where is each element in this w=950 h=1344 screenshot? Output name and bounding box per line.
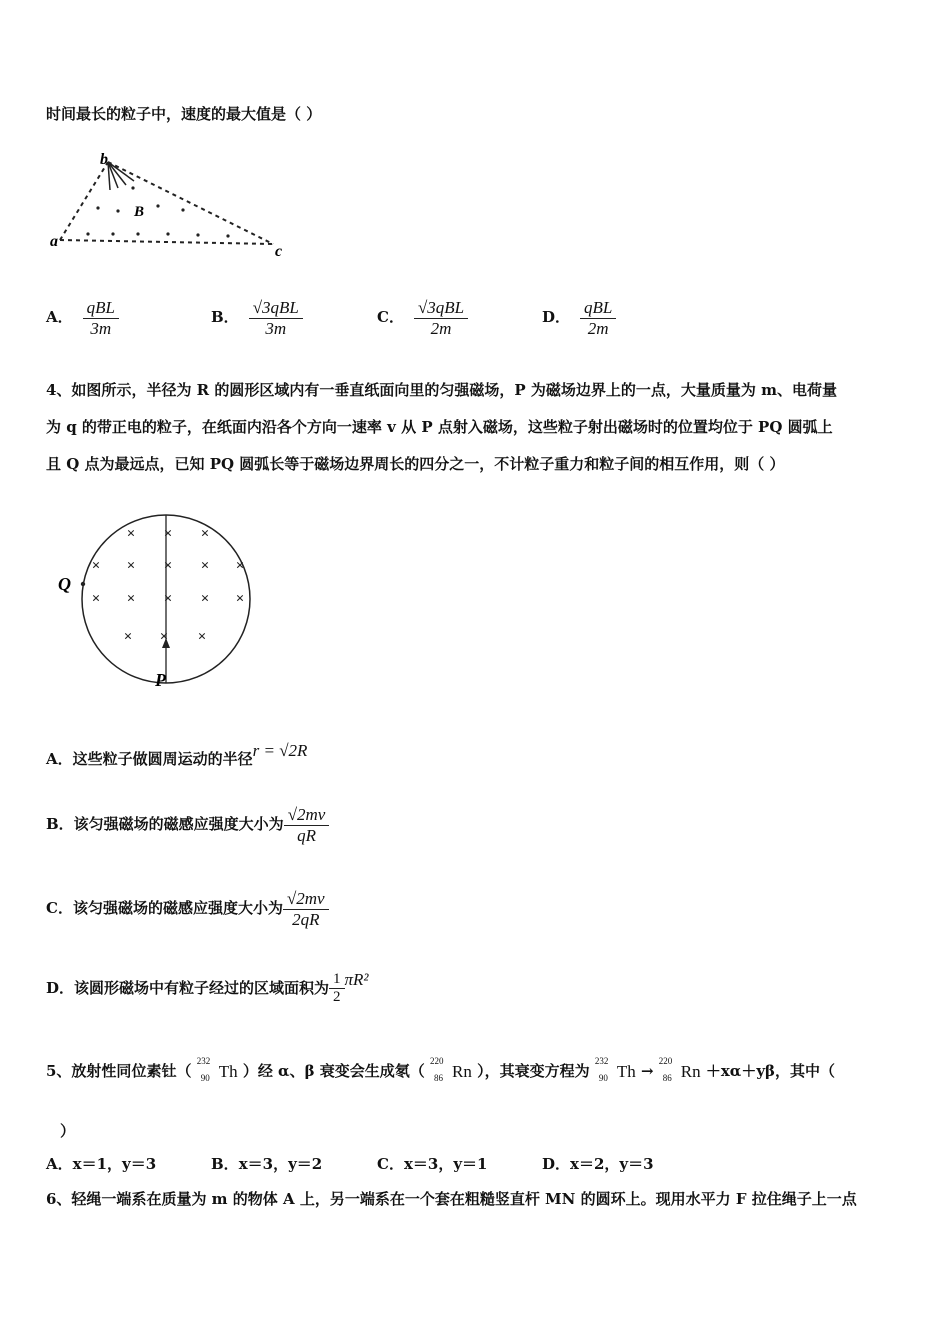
svg-text:×: × <box>91 591 101 607</box>
q4-cross: × <box>126 526 136 542</box>
svg-text:×: × <box>200 526 210 542</box>
svg-text:×: × <box>200 558 210 574</box>
svg-text:×: × <box>126 558 136 574</box>
q3-label-c: c <box>275 243 283 260</box>
q4-stem-line1: 4、如图所示，半径为 R 的圆形区域内有一垂直纸面向里的匀强磁场，P 为磁场边界上的一点，大量质量为 m、电荷量 <box>46 381 837 399</box>
q3-triangle-figure <box>48 148 298 263</box>
q3-label-b: b <box>100 151 108 168</box>
q3-option-a[interactable]: A． $\frac{\text{qBL}}{3m}$ <box>46 298 119 338</box>
svg-text:×: × <box>163 526 173 542</box>
q4-label-Q: Q <box>58 574 71 594</box>
q3-label-a: a <box>50 233 58 250</box>
svg-text:×: × <box>123 629 133 645</box>
q3-option-b[interactable]: B． $\frac{\text{√3qBL}}{3m}$ <box>211 298 303 338</box>
q6-stem-line1: 6、轻绳一端系在质量为 m 的物体 A 上，另一端系在一个套在粗糙竖直杆 MN 的圆环上。现用水平力 F 拉住绳子上一点 <box>46 1190 857 1208</box>
svg-text:×: × <box>126 591 136 607</box>
q5-close-paren: ） <box>60 1122 76 1140</box>
q3-option-d[interactable]: D． $\frac{\text{qBL}}{2m}$ <box>542 298 616 338</box>
q3-option-c[interactable]: C． $\frac{\text{√3qBL}}{2m}$ <box>377 298 468 338</box>
q4-label-P: P <box>155 670 166 690</box>
q4-option-d[interactable]: D．该圆形磁场中有粒子经过的区域面积为 $\frac{1}{2}$ πR² <box>46 969 369 1006</box>
svg-text:×: × <box>200 591 210 607</box>
svg-text:×: × <box>235 591 245 607</box>
q4-option-b[interactable]: B．该匀强磁场的磁感应强度大小为 $\frac{√2mv}{qR}$ <box>46 805 329 845</box>
svg-text:×: × <box>235 558 245 574</box>
q4-stem-line3: 且 Q 点为最远点，已知 PQ 圆弧长等于磁场边界周长的四分之一，不计粒子重力和粒子间的相互作用，则（ ） <box>46 455 785 473</box>
radon-isotope: 220 86 Rn <box>430 1056 472 1083</box>
q3-stem: 时间最长的粒子中，速度的最大值是（ ） <box>46 105 322 123</box>
q5-stem: 5、放射性同位素钍（ 232 90 Th ）经 α、β 衰变会生成氡（ 220 86 Rn ），其衰变方程为 232 90 Th → 220 86 Rn ＋xα＋yβ，其中（ <box>46 1056 836 1083</box>
q4-stem-line2: 为 q 的带正电的粒子，在纸面内沿各个方向一速率 v 从 P 点射入磁场，这些粒子射出磁场时的位置均位于 PQ 圆弧上 <box>46 418 833 436</box>
svg-text:×: × <box>163 558 173 574</box>
thorium-isotope: 232 90 Th <box>196 1056 238 1083</box>
q4-circle-figure <box>50 498 270 693</box>
q5-option-a[interactable]: A．x＝1，y＝3 <box>46 1155 157 1173</box>
q4-option-a[interactable]: A．这些粒子做圆周运动的半径r = √2R <box>46 741 308 768</box>
q4-option-c[interactable]: C．该匀强磁场的磁感应强度大小为 $\frac{√2mv}{2qR}$ <box>46 889 329 929</box>
arrow-icon: → <box>640 1062 654 1080</box>
svg-text:×: × <box>197 629 207 645</box>
q5-option-c[interactable]: C．x＝3，y＝1 <box>377 1155 488 1173</box>
q5-option-d[interactable]: D．x＝2，y＝3 <box>542 1155 654 1173</box>
q3-label-B: B <box>134 204 145 220</box>
svg-text:×: × <box>163 591 173 607</box>
svg-text:×: × <box>91 558 101 574</box>
q5-option-b[interactable]: B．x＝3，y＝2 <box>211 1155 323 1173</box>
svg-text:×: × <box>159 629 169 645</box>
